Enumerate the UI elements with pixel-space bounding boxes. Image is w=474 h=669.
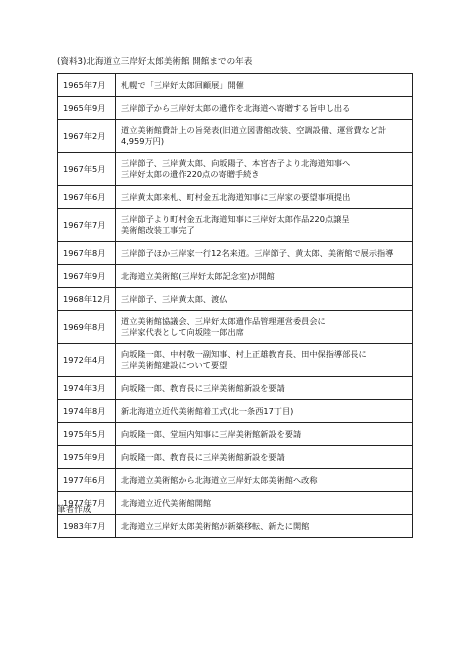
timeline-event-line: 北海道立美術館から北海道立三岸好太郎美術館へ改称 xyxy=(121,474,318,485)
timeline-date: 1977年6月 xyxy=(58,469,116,492)
timeline-date: 1972年4月 xyxy=(58,344,116,377)
timeline-event xyxy=(116,446,413,469)
timeline-event-line: 北海道立三岸好太郎美術館が新築移転、新たに開館 xyxy=(121,520,310,531)
timeline-event-line: 北海道立美術館(三岸好太郎記念室)が開館 xyxy=(121,270,275,281)
timeline-event-line: 三岸節子ほか三岸家一行12名来道。三岸節子、黄太郎、美術館で展示指導 xyxy=(121,247,394,258)
timeline-event xyxy=(116,242,413,265)
timeline-date: 1965年7月 xyxy=(58,74,116,97)
timeline-date: 1969年8月 xyxy=(58,311,116,344)
timeline-date: 1975年5月 xyxy=(58,423,116,446)
timeline-event xyxy=(116,400,413,423)
timeline-row xyxy=(58,242,413,265)
timeline-event-line: 三岸美術館建設について要望 xyxy=(121,360,228,370)
timeline-row xyxy=(58,311,413,344)
timeline-event-line: 美術館改装工事完了 xyxy=(121,225,195,235)
timeline-event xyxy=(116,344,413,377)
timeline-date: 1967年9月 xyxy=(58,265,116,288)
timeline-event xyxy=(116,97,413,120)
timeline-event-line: 道立美術館協議会、三岸好太郎遺作品管理運営委員会に xyxy=(121,316,326,326)
timeline-row xyxy=(58,423,413,446)
timeline-row xyxy=(58,288,413,311)
timeline-row xyxy=(58,446,413,469)
timeline-table xyxy=(57,73,413,538)
document-caption: (資料3)北海道立三岸好太郎美術館 開館までの年表 xyxy=(57,57,253,67)
timeline-event xyxy=(116,186,413,209)
timeline-event-line: 札幌で「三岸好太郎回顧展」開催 xyxy=(121,79,244,90)
timeline-event xyxy=(116,423,413,446)
timeline-event-line: 向坂隆一郎、教育長に三岸美術館新設を要請 xyxy=(121,451,285,462)
timeline-event-line: 向坂隆一郎、堂垣内知事に三岸美術館新設を要請 xyxy=(121,428,302,439)
timeline-row xyxy=(58,153,413,186)
timeline-event-line: 三岸好太郎の遺作220点の寄贈手続き xyxy=(121,169,260,179)
timeline-event-line: 向坂隆一郎、教育長に三岸美術館新設を要請 xyxy=(121,382,285,393)
timeline-event-line: 道立美術館費計上の旨発表(旧道立図書館改装、空調設備、運営費など計 xyxy=(121,125,387,135)
timeline-row xyxy=(58,97,413,120)
timeline-date: 1975年9月 xyxy=(58,446,116,469)
timeline-event-line: 北海道立近代美術館開館 xyxy=(121,497,212,508)
timeline-date: 1967年8月 xyxy=(58,242,116,265)
timeline-row xyxy=(58,492,413,515)
timeline-date: 1974年8月 xyxy=(58,400,116,423)
timeline-event-line: 新北海道立近代美術館着工式(北一条西17丁目) xyxy=(121,405,294,416)
timeline-event-line: 三岸節子から三岸好太郎の遺作を北海道へ寄贈する旨申し出る xyxy=(121,102,351,113)
timeline-event xyxy=(116,120,413,153)
timeline-event xyxy=(116,265,413,288)
timeline-date: 1967年5月 xyxy=(58,153,116,186)
timeline-row xyxy=(58,377,413,400)
timeline-event xyxy=(116,377,413,400)
timeline-row xyxy=(58,186,413,209)
timeline-date: 1967年6月 xyxy=(58,186,116,209)
timeline-event-line: 三岸節子、三岸黄太郎、向坂陽子、本宮杏子より北海道知事へ xyxy=(121,158,351,168)
timeline-row xyxy=(58,265,413,288)
timeline-date: 1967年2月 xyxy=(58,120,116,153)
timeline-row xyxy=(58,400,413,423)
timeline-event-line: 向坂隆一郎、中村敬一副知事、村上正雄教育長、田中保指導部長に xyxy=(121,349,367,359)
timeline-event-line: 三岸家代表として向坂陸一郎出席 xyxy=(121,327,244,337)
timeline-event xyxy=(116,469,413,492)
timeline-body xyxy=(58,74,413,538)
timeline-row xyxy=(58,74,413,97)
timeline-event xyxy=(116,74,413,97)
timeline-date: 1968年12月 xyxy=(58,288,116,311)
timeline-event-line: 三岸黄太郎来札、町村金五北海道知事に三岸家の要望事項提出 xyxy=(121,191,351,202)
timeline-date: 1977年7月 xyxy=(58,492,116,515)
timeline-event xyxy=(116,288,413,311)
timeline-row xyxy=(58,344,413,377)
timeline-event xyxy=(116,209,413,242)
timeline-row xyxy=(58,120,413,153)
document-footer: 筆者作成 xyxy=(57,505,92,515)
timeline-date: 1967年7月 xyxy=(58,209,116,242)
timeline-event xyxy=(116,515,413,538)
timeline-event xyxy=(116,153,413,186)
timeline-row xyxy=(58,209,413,242)
timeline-event-line: 三岸節子より町村金五北海道知事に三岸好太郎作品220点譲呈 xyxy=(121,214,350,224)
timeline-date: 1983年7月 xyxy=(58,515,116,538)
timeline-event-line: 4,959万円) xyxy=(121,136,165,146)
timeline-date: 1974年3月 xyxy=(58,377,116,400)
timeline-event-line: 三岸節子、三岸黄太郎、渡仏 xyxy=(121,293,228,304)
timeline-row xyxy=(58,515,413,538)
timeline-date: 1965年9月 xyxy=(58,97,116,120)
timeline-row xyxy=(58,469,413,492)
timeline-event xyxy=(116,492,413,515)
timeline-event xyxy=(116,311,413,344)
